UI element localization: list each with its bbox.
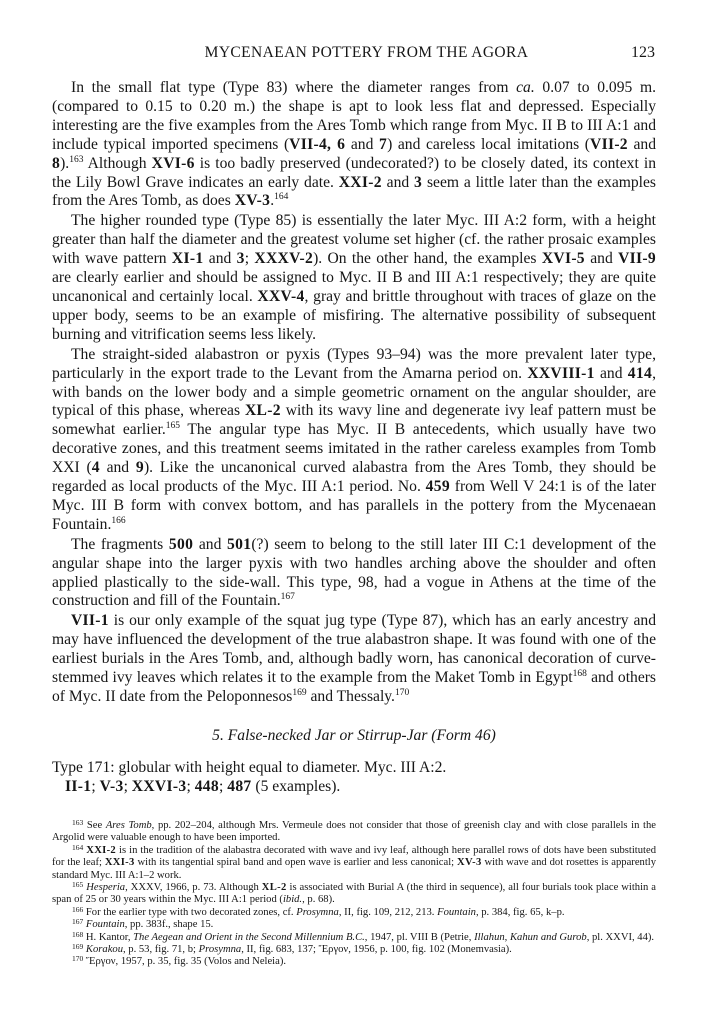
text-run: and bbox=[594, 364, 628, 382]
italic-text: Fountain bbox=[85, 919, 125, 931]
italic-text: Prosymna bbox=[296, 906, 339, 918]
type-examples bbox=[52, 777, 656, 796]
text-run: Although bbox=[83, 154, 152, 172]
text-run: , II, fig. 109, 212, 213. bbox=[338, 906, 438, 918]
catalogue-ref: XI-1 bbox=[171, 250, 204, 268]
text-run: is associated with Burial A (the third in sequence), all four burials took place within a span of 25 or 30 years within the Myc. III A:1 period ( bbox=[52, 881, 656, 906]
italic-text: ca. bbox=[516, 79, 535, 96]
catalogue-ref: 3 bbox=[414, 173, 423, 191]
paragraph-squat-jug bbox=[52, 612, 656, 707]
text-run: and bbox=[203, 250, 237, 268]
footnote-170 bbox=[52, 956, 656, 968]
paragraph-fragments bbox=[52, 536, 656, 612]
italic-text: ibid. bbox=[282, 894, 303, 906]
italic-text: Korakou bbox=[85, 943, 123, 955]
text-run: The angular type has Myc. II B antecedents, which usually have two decorative zones, and this treatment seems imitated in the rather careless examples from Tomb XXI ( bbox=[52, 421, 656, 477]
footnote-marker[interactable]: 169 bbox=[292, 688, 307, 698]
catalogue-ref: XVI-5 bbox=[541, 250, 585, 268]
text-run: ) and careless local imitations ( bbox=[387, 135, 591, 153]
footnote-marker[interactable]: 164 bbox=[274, 192, 289, 203]
paragraph-small-flat-type bbox=[52, 79, 656, 211]
section-heading: 5. False-necked Jar or Stirrup-Jar (Form 46) bbox=[212, 726, 496, 744]
catalogue-ref: XXVI-3 bbox=[131, 777, 187, 795]
footnote-166 bbox=[52, 904, 656, 919]
type-description: Type 171: globular with height equal to diameter. Myc. III A:2. bbox=[52, 758, 447, 776]
text-run: , pp. 383f., shape 15. bbox=[124, 919, 214, 931]
footnote-marker[interactable]: 170 bbox=[394, 688, 410, 698]
catalogue-ref: II-1 bbox=[65, 777, 92, 795]
running-title: MYCENAEAN POTTERY FROM THE AGORA bbox=[204, 44, 529, 61]
catalogue-ref: XXI-2 bbox=[338, 173, 382, 191]
text-run: ; bbox=[123, 777, 132, 795]
footnotes bbox=[52, 817, 657, 969]
text-run: The straight-sided alabastron or pyxis (Types 93–94) was the more prevalent later type, particularly in the export trade to the Levant from the Amarna period on. bbox=[52, 345, 656, 382]
text-run: ; bbox=[91, 777, 100, 795]
text-run: is in the tradition of the alabastra decorated with wave and ivy leaf, although here parallel rows of dots have been substituted for the leaf; bbox=[52, 844, 656, 869]
text-run: For the earlier type with two decorated zones, cf. bbox=[83, 906, 297, 918]
text-run: and bbox=[584, 250, 619, 268]
catalogue-ref: VII-4, 6 bbox=[289, 135, 346, 153]
catalogue-ref: 500 bbox=[168, 535, 194, 553]
footnote-167 bbox=[52, 919, 656, 931]
catalogue-ref: 9 bbox=[135, 459, 144, 477]
text-run: is too badly preserved (undecorated?) to be closely dated, its context in the Lily Bowl Grave indicates an early date. bbox=[52, 154, 656, 191]
text-run: and bbox=[99, 459, 136, 477]
text-run: seem a little later than the examples from the Ares Tomb, as does bbox=[52, 173, 656, 210]
footnote-164 bbox=[52, 842, 657, 882]
text-run: , pl. XXVI, 44). bbox=[586, 931, 655, 943]
text-run: The higher rounded type (Type 85) is essentially the later Myc. III A:2 form, with a height greater than half the diameter and the greatest volume set higher (cf. the rather prosaic examples with wave pattern bbox=[52, 212, 656, 268]
text-run: See bbox=[83, 819, 106, 831]
catalogue-ref: 487 bbox=[227, 777, 252, 795]
catalogue-ref: 3 bbox=[236, 250, 245, 268]
text-run: ). bbox=[60, 154, 70, 172]
footnote-number: 164 bbox=[72, 842, 84, 852]
paragraph-straight-sided-alabastron bbox=[52, 346, 656, 535]
footnote-number: 167 bbox=[72, 917, 84, 927]
page-header bbox=[78, 44, 655, 66]
catalogue-ref: XXXV-2 bbox=[254, 250, 314, 268]
footnote-168 bbox=[52, 929, 656, 944]
text-run: ; bbox=[186, 777, 195, 795]
text-run: , p. 384, fig. 65, k–p. bbox=[475, 906, 565, 918]
catalogue-ref: 459 bbox=[425, 478, 450, 496]
catalogue-ref: XV-3 bbox=[234, 192, 271, 210]
footnote-marker[interactable]: 168 bbox=[572, 669, 587, 680]
footnote-marker[interactable]: 166 bbox=[111, 515, 126, 526]
italic-text: Illahun, Kahun and Gurob bbox=[474, 931, 587, 943]
text-run: and bbox=[627, 135, 657, 153]
text-run: , gray and brittle throughout with traces of glaze on the upper body, seems to be an example of misfiring. The alternative possibility of subsequent burning and vitrification seems less likely. bbox=[52, 287, 656, 343]
text-run: ). On the other hand, the examples bbox=[313, 250, 542, 268]
catalogue-ref: VII-2 bbox=[590, 135, 628, 153]
catalogue-ref: 501 bbox=[227, 535, 252, 553]
footnote-number: 166 bbox=[72, 904, 84, 914]
footnote-165 bbox=[52, 879, 656, 907]
text-run: (?) seem to belong to the still later III C:1 development of the angular shape into the larger pyxis with two handles arching above the shoulder and often applied plastically to the side-wall. This type, 98, had a vogue in Athens at the time of the construction and fill of the Fountain. bbox=[52, 535, 657, 610]
text-run: ; bbox=[218, 777, 228, 795]
catalogue-ref: 7 bbox=[378, 135, 388, 153]
text-run: , 1947, pl. VIII B (Petrie, bbox=[364, 931, 475, 943]
italic-text: The Aegean and Orient in the Second Millennium B.C. bbox=[133, 931, 365, 943]
text-run: and bbox=[345, 135, 379, 153]
text-run: H. Kantor, bbox=[83, 931, 134, 943]
footnote-number: 165 bbox=[72, 879, 84, 889]
catalogue-ref: XV-3 bbox=[457, 857, 482, 869]
text-run: and bbox=[381, 173, 415, 191]
text-run: is our only example of the squat jug type (Type 87), which has an early ancestry and may have influenced the development of the true alabastron shape. It was found with one of the earliest burials in the Ares Tomb, and, although badly worn, has canonical decoration of curve-stemmed ivy leaves which relates it to the example from the Maket Tomb in Egypt bbox=[52, 612, 656, 687]
catalogue-ref: V-3 bbox=[99, 777, 124, 795]
catalogue-ref: XXV-4 bbox=[257, 287, 305, 305]
footnote-marker[interactable]: 165 bbox=[165, 421, 180, 432]
text-run: , II, fig. 683, 137; Ἔργον, 1956, p. 100, fig. 102 (Monemvasia). bbox=[241, 943, 512, 955]
text-run: Ἔργον, 1957, p. 35, fig. 35 (Volos and Neleia). bbox=[83, 956, 286, 968]
text-run: (5 examples). bbox=[251, 777, 341, 795]
italic-text: Prosymna bbox=[198, 943, 242, 955]
main-text bbox=[52, 79, 656, 969]
catalogue-ref: XL-2 bbox=[244, 402, 281, 420]
text-run: In the small flat type (Type 83) where the diameter ranges from bbox=[71, 79, 517, 96]
text-run: The fragments bbox=[71, 535, 169, 553]
text-run: with its wavy line and degenerate ivy leaf pattern must be somewhat earlier. bbox=[52, 402, 657, 439]
text-run: and others of Myc. II date from the Peloponnesos bbox=[52, 669, 657, 705]
italic-text: Ares Tomb bbox=[105, 819, 152, 831]
catalogue-ref: 448 bbox=[194, 777, 219, 795]
catalogue-ref: 8 bbox=[52, 154, 61, 172]
footnote-number: 169 bbox=[72, 941, 84, 951]
italic-text: Hesperia bbox=[86, 881, 126, 893]
text-run: , p. 53, fig. 71, b; bbox=[122, 943, 199, 955]
text-run: with its tangential spiral band and open wave is earlier and less canonical; bbox=[134, 857, 457, 869]
text-run: ). Like the uncanonical curved alabastra from the Ares Tomb, they should be regarded as local products of the Myc. III A:1 period. No. bbox=[52, 459, 656, 496]
page-number: 123 bbox=[631, 44, 655, 61]
catalogue-ref: 414 bbox=[627, 364, 653, 382]
catalogue-ref: VII-1 bbox=[71, 612, 109, 630]
text-run: , with bands on the lower body and a simple geometric ornament on the angular shoulder, are typical of this phase, whereas bbox=[52, 364, 656, 420]
text-run: . bbox=[270, 192, 275, 210]
footnote-169 bbox=[52, 941, 656, 956]
footnote-number: 168 bbox=[72, 929, 84, 939]
catalogue-ref: 4 bbox=[91, 459, 100, 477]
text-run: , XXXV, 1966, p. 73. Although bbox=[125, 881, 262, 893]
catalogue-ref: XXVIII-1 bbox=[527, 364, 595, 382]
text-run: from Well V 24:1 is of the later Myc. III B form with convex bottom, and has parallels in the pottery from the Mycenaean Fountain. bbox=[52, 478, 656, 533]
text-run: , pp. 202–204, although Mrs. Vermeule does not consider that those of greenish clay and with close parallels in the Argolid were valuable enough to have been imported. bbox=[52, 819, 656, 844]
text-run: and bbox=[193, 535, 228, 553]
catalogue-ref: XL-2 bbox=[261, 881, 287, 893]
type-entry bbox=[52, 758, 656, 796]
footnote-163 bbox=[52, 817, 656, 845]
text-run: , p. 68). bbox=[302, 894, 335, 906]
footnote-marker[interactable]: 167 bbox=[280, 592, 295, 603]
paragraph-higher-rounded-type bbox=[52, 212, 656, 344]
text-run: ; bbox=[244, 250, 255, 268]
catalogue-ref: XXI-2 bbox=[86, 844, 117, 856]
text-run: and Thessaly. bbox=[306, 688, 395, 705]
text-run: 0.07 to 0.095 m. (compared to 0.15 to 0.20 m.) the shape is apt to look less flat and depressed. Especially interesting are the five examples from the Ares Tomb which range from Myc. II B to III A:1 and include typical imported specimens ( bbox=[52, 79, 656, 153]
italic-text: Fountain bbox=[437, 906, 476, 918]
catalogue-ref: XXI-3 bbox=[104, 857, 135, 869]
footnote-number: 163 bbox=[72, 817, 84, 827]
catalogue-ref: XVI-6 bbox=[151, 154, 195, 172]
catalogue-ref: VII-9 bbox=[618, 250, 656, 268]
footnote-number: 170 bbox=[72, 954, 84, 964]
text-run: are clearly earlier and should be assigned to Myc. II B and III A:1 respectively; they are quite uncanonical and certainly local. bbox=[52, 269, 656, 305]
text-run: with wave and dot rosettes is apparently standard Myc. III A:1–2 work. bbox=[52, 857, 657, 881]
footnote-marker[interactable]: 163 bbox=[69, 154, 84, 165]
